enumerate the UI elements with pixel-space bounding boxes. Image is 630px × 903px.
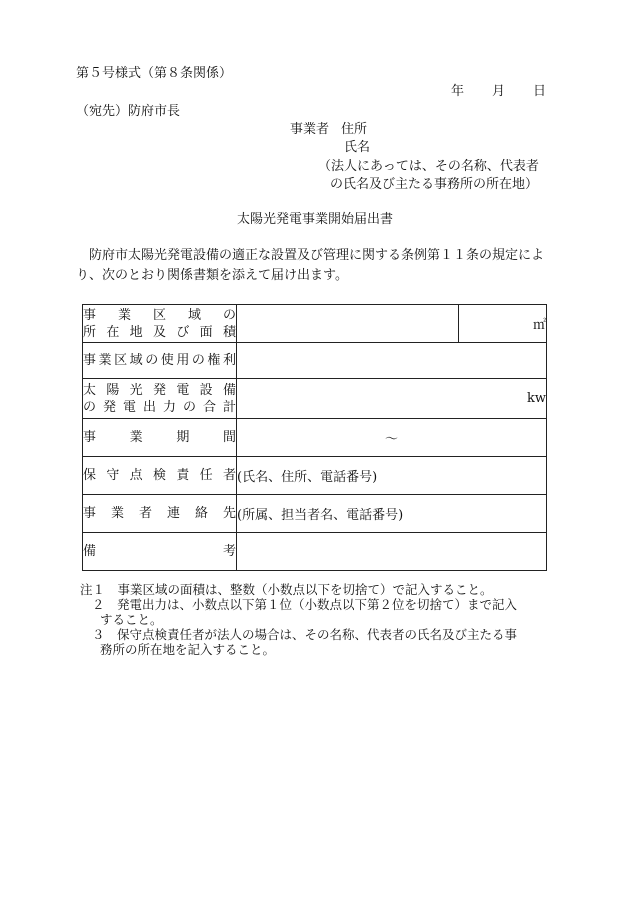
area-label-line-2: 所 在 地 及 び 面 積 [83,324,236,340]
name-label: 氏名 [344,140,371,155]
note-2-cont: すること。 [100,612,163,627]
area-label-line-1: 事 業 区 域 の [83,307,236,323]
output-field[interactable] [237,379,547,419]
maintenance-label: 保 守 点 検 責 任 者 [83,457,237,495]
table-row [83,495,547,533]
table-row [83,457,547,495]
note-1: 注１ 事業区域の面積は、整数（小数点以下を切捨て）で記入すること。 [80,582,493,597]
usage-right-label: 事業区域の使用の権利 [83,343,237,379]
remarks-field[interactable] [237,533,547,571]
contact-field[interactable] [237,495,547,533]
location-field[interactable] [237,305,459,343]
addressee: （宛先）防府市長 [76,104,181,119]
corp-note [318,158,539,194]
square-meter-unit: ㎡ [532,318,546,333]
contact-label: 事 業 者 連 絡 先 [83,495,237,533]
contact-note: (所属、担当者名、電話番号) [237,508,404,523]
body-text: 防府市太陽光発電設備の適正な設置及び管理に関する条例第１１条の規定により、次のとおり関係書類を添えて届け出ます。 [76,248,545,283]
table-row [83,533,547,571]
date-year: 年 [450,84,464,99]
table-row [83,379,547,419]
applicant-header [290,122,367,138]
kw-unit: kw [526,391,546,406]
output-label-line-1: 太 陽 光 発 電 設 備 [83,382,236,398]
notes [80,582,517,657]
date-line [451,84,546,100]
corp-note-line-2: の氏名及び主たる事務所の所在地） [330,177,539,192]
area-field[interactable] [459,305,547,343]
usage-right-field[interactable] [237,343,547,379]
maintenance-note: (氏名、住所、電話番号) [237,470,378,485]
period-field[interactable] [237,419,547,457]
period-label: 事 業 期 間 [83,419,237,457]
note-2: ２ 発電出力は、小数点以下第１位（小数点以下第２位を切捨て）まで記入 [92,597,518,612]
remarks-label: 備 考 [83,533,237,571]
form-number: 第５号様式（第８条関係） [76,66,233,81]
area-label [83,305,237,343]
corp-note-line-1: （法人にあっては、その名称、代表者 [318,159,539,174]
note-3: ３ 保守点検責任者が法人の場合は、その名称、代表者の氏名及び主たる事 [92,627,518,642]
page-title: 太陽光発電事業開始届出書 [236,212,393,227]
table-row [83,305,547,343]
applicant-label: 事業者 [290,122,330,137]
maintenance-field[interactable] [237,457,547,495]
output-label [83,379,237,419]
output-label-line-2: の 発 電 出 力 の 合 計 [83,399,236,415]
address-label: 住所 [341,122,368,137]
application-table [82,304,547,571]
date-month: 月 [491,84,505,99]
note-3-cont: 務所の所在地を記入すること。 [100,642,276,657]
table-row [83,419,547,457]
period-separator: ～ [384,432,398,447]
table-row [83,343,547,379]
date-day: 日 [532,84,546,99]
